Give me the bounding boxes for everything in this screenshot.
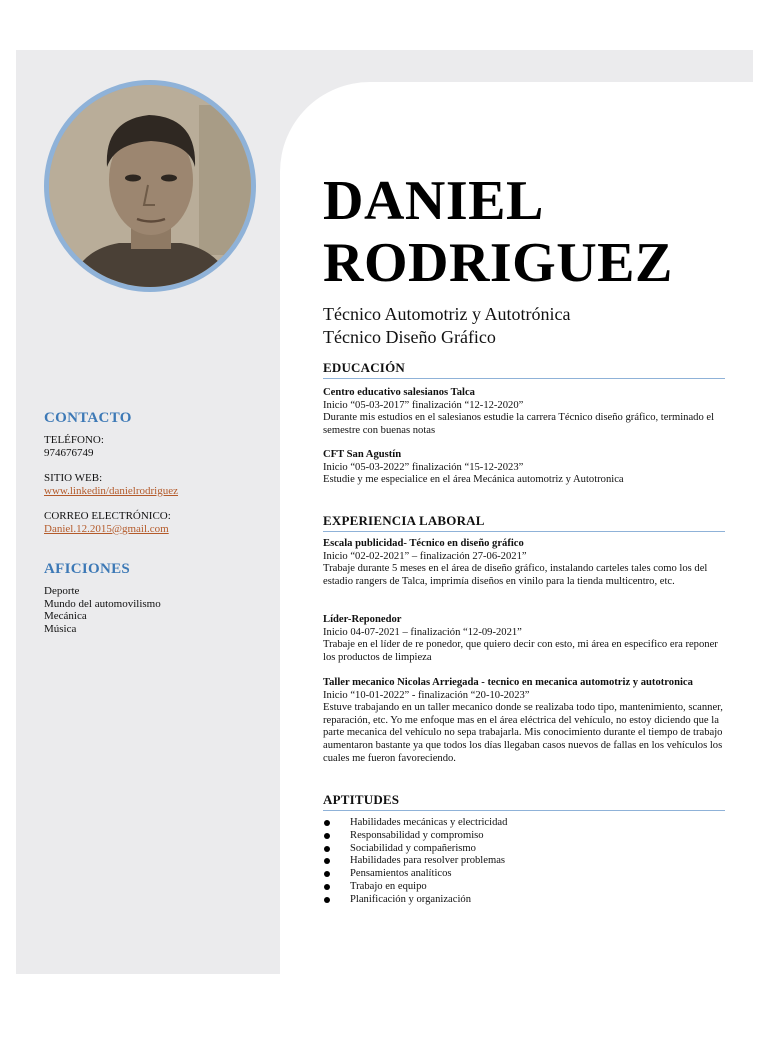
list-item: [323, 881, 507, 894]
hobby-item: Mecánica: [44, 610, 87, 622]
education-heading: EDUCACIÓN: [323, 360, 725, 379]
entry-description: Durante mis estudios en el salesianos estudie la carrera Técnico diseño gráfico, terminado el semestre con buenas notas: [323, 412, 715, 436]
bullet-icon: [324, 858, 330, 864]
entry-title: Líder-Reponedor: [323, 614, 402, 625]
entry-dates: Inicio “05-03-2017” finalización “12-12-2020”: [323, 399, 524, 411]
bullet-icon: [324, 846, 330, 852]
skill-text: Sociabilidad y compañerismo: [350, 842, 476, 854]
entry-title: CFT San Agustín: [323, 449, 402, 460]
entry-description: Estudie y me especialice en el área Mecánica automotriz y Autotronica: [323, 474, 624, 486]
hobby-item: Mundo del automovilismo: [44, 597, 161, 610]
email-label: CORREO ELECTRÓNICO:: [44, 510, 171, 522]
list-item: [323, 868, 507, 881]
list-item: [323, 830, 507, 843]
skill-text: Trabajo en equipo: [350, 880, 427, 892]
professional-titles: [323, 303, 570, 349]
hobbies-list: [44, 585, 161, 635]
skill-text: Habilidades para resolver problemas: [350, 855, 506, 867]
phone-block: [44, 434, 104, 459]
experience-entry: [323, 614, 728, 664]
education-entry: [323, 449, 728, 487]
skill-text: Planificación y organización: [350, 893, 472, 905]
entry-dates: Inicio 04-07-2021 – finalización “12-09-2021”: [323, 626, 522, 638]
website-label: SITIO WEB:: [44, 472, 103, 484]
hobbies-heading: AFICIONES: [44, 561, 131, 577]
phone-value: 974676749: [44, 446, 94, 459]
experience-entry: [323, 538, 728, 588]
list-item: [323, 843, 507, 856]
email-link[interactable]: Daniel.12.2015@gmail.com: [44, 522, 169, 535]
website-link[interactable]: www.linkedin/danielrodriguez: [44, 484, 178, 497]
skill-text: Habilidades mecánicas y electricidad: [350, 817, 508, 828]
email-block: [44, 510, 171, 535]
experience-heading: EXPERIENCIA LABORAL: [323, 513, 725, 532]
skill-text: Pensamientos analíticos: [350, 868, 452, 880]
experience-entry: [323, 677, 728, 765]
bullet-icon: [324, 884, 330, 890]
entry-title: Escala publicidad- Técnico en diseño gráfico: [323, 538, 524, 549]
profile-photo: [44, 80, 256, 292]
website-block: [44, 472, 178, 497]
education-entry: [323, 387, 728, 437]
entry-description: Trabaje durante 5 meses en el área de diseño gráfico, instalando carteles tales como los del estadio rangers de Talca, imprimía diseños en vinilo para la tienda multicentro, etc.: [323, 563, 708, 587]
skill-text: Responsabilidad y compromiso: [350, 829, 484, 841]
entry-dates: Inicio “05-03-2022” finalización “15-12-2023”: [323, 461, 524, 473]
title-line: Técnico Automotriz y Autotrónica: [323, 304, 571, 324]
entry-dates: Inicio “02-02-2021” – finalización 27-06-2021”: [323, 550, 527, 562]
entry-dates: Inicio “10-01-2022” - finalización “20-10-2023”: [323, 689, 530, 701]
entry-description: Estuve trabajando en un taller mecanico donde se realizaba todo tipo, mantenimiento, scanner, reparación, etc. Yo me enfoque mas en el área eléctrica del vehículo, no estoy diciendo que la parte mecanica del vehículo no sepa trabajarla. Mis conocimiento durante el tiempo de trabajo aumentaron bastante ya que todos los días llegaban casos nuevos de fallas en los vehículos los cuales me fueron favoreciendo.: [323, 702, 723, 764]
phone-label: TELÉFONO:: [44, 434, 104, 446]
entry-title: Centro educativo salesianos Talca: [323, 387, 475, 398]
bullet-icon: [324, 897, 330, 903]
bullet-icon: [324, 833, 330, 839]
hobby-item: Música: [44, 622, 77, 635]
title-line: Técnico Diseño Gráfico: [323, 327, 496, 347]
full-name: [323, 170, 673, 294]
last-name: RODRIGUEZ: [323, 232, 673, 294]
bullet-icon: [324, 820, 330, 826]
contact-heading: CONTACTO: [44, 410, 132, 426]
list-item: [323, 894, 507, 907]
entry-description: Trabaje en el líder de re ponedor, que quiero decir con esto, mi área en especifico era reponer los productos de limpieza: [323, 639, 718, 663]
skills-list: [323, 817, 507, 907]
first-name: DANIEL: [323, 170, 544, 232]
entry-title: Taller mecanico Nicolas Arriegada - tecnico en mecanica automotriz y autotronica: [323, 677, 693, 688]
hobby-item: Deporte: [44, 585, 80, 597]
skills-heading: APTITUDES: [323, 792, 725, 811]
list-item: [323, 817, 507, 830]
list-item: [323, 855, 507, 868]
portrait-image: [49, 85, 251, 287]
bullet-icon: [324, 871, 330, 877]
